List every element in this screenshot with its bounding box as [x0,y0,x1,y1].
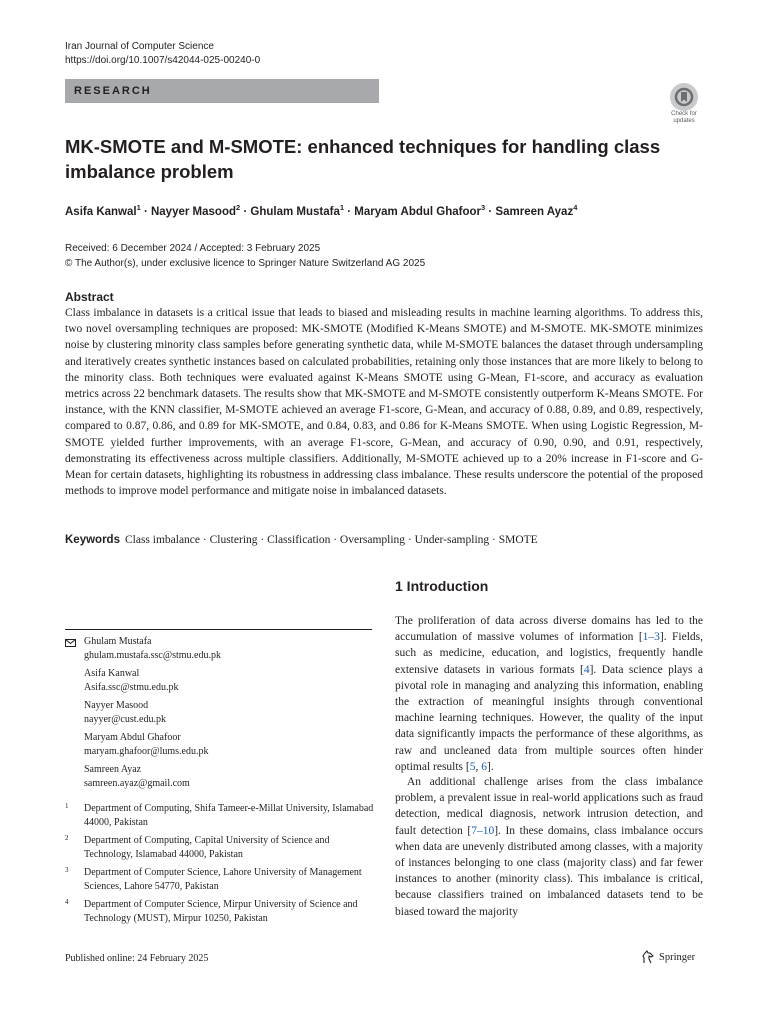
bookmark-refresh-icon [670,83,698,111]
article-title: MK-SMOTE and M-SMOTE: enhanced techniques for handling class imbalance problem [65,136,661,182]
envelope-icon [65,638,76,652]
affiliation-text: Department of Computing, Shifa Tameer-e-Millat University, Islamabad 44000, Pakistan [84,803,374,828]
citation-link[interactable]: 7–10 [471,824,495,837]
author-separator: · [240,205,251,218]
journal-header [65,40,260,68]
citation-link[interactable]: 5 [469,760,476,773]
contact-email[interactable]: Asifa.ssc@stmu.edu.pk [84,682,179,693]
intro-paragraph-2 [395,774,703,920]
contact-email[interactable]: nayyer@cust.edu.pk [84,714,166,725]
affiliation-list [65,802,375,930]
affiliation-entry [65,898,375,926]
intro-text: The proliferation of data across diverse domains has led to the accumulation of massive volumes of information [ [395,615,703,644]
keywords-label: Keywords [65,534,120,546]
contact-name: Ghulam Mustafa [84,636,152,647]
contact-name: Asifa Kanwal [84,668,140,679]
received-accepted: Received: 6 December 2024 / Accepted: 3 February 2025 [65,243,321,254]
author-name[interactable]: Asifa Kanwal [65,205,137,218]
keywords-text: Class imbalance · Clustering · Classification · Oversampling · Under-sampling · SMOTE [124,534,538,546]
intro-text: ]. [487,760,494,773]
publisher-logo[interactable] [641,950,695,964]
contact-name: Nayyer Masood [84,700,149,711]
journal-name: Iran Journal of Computer Science [65,41,214,52]
badge-line1: Check for [671,111,697,117]
affiliation-text: Department of Computing, Capital University of Science and Technology, Islamabad 44000, Pakistan [84,835,330,860]
author-name[interactable]: Nayyer Masood [150,205,236,218]
check-for-updates-badge[interactable] [664,83,704,125]
springer-horse-icon [641,950,655,964]
citation-link[interactable]: 6 [481,760,487,773]
intro-text: An additional challenge arises from the class imbalance problem, a prevalent issue in real-world applications such as fraud detection, medical diagnosis, network intrusion detection, and fault detection [ [395,776,703,837]
badge-line2: updates [673,118,695,124]
affiliation-number: 4 [65,898,69,906]
section-banner: RESEARCH [65,79,379,103]
publisher-name: Springer [659,951,696,963]
contact-entry [65,699,375,727]
abstract-heading: Abstract [65,290,114,304]
contact-email[interactable]: ghulam.mustafa.ssc@stmu.edu.pk [84,650,221,661]
affiliation-text: Department of Computer Science, Mirpur University of Science and Technology (MUST), Mirpur 10250, Pakistan [84,899,358,924]
contact-email[interactable]: maryam.ghafoor@lums.edu.pk [84,746,209,757]
contact-name: Maryam Abdul Ghafoor [84,732,181,743]
doi-link[interactable]: https://doi.org/10.1007/s42044-025-00240-0 [65,55,261,66]
author-separator: · [140,205,151,218]
intro-paragraph-1 [395,613,703,775]
intro-text: , [475,760,482,773]
author-affiliation-number: 4 [573,203,578,212]
author-affiliation-number: 1 [339,203,345,212]
contact-name: Samreen Ayaz [84,764,142,775]
contact-entry [65,667,375,695]
author-separator: · [485,205,496,218]
author-affiliation-number: 2 [236,203,241,212]
affiliation-text: Department of Computer Science, Lahore University of Management Sciences, Lahore 54770, Pakistan [84,867,362,892]
affiliation-entry [65,802,375,830]
keywords [65,534,538,546]
affiliation-entry [65,866,375,894]
author-separator: · [344,205,355,218]
article-dates [65,241,425,271]
contact-entry [65,763,375,791]
contact-email[interactable]: samreen.ayaz@gmail.com [84,778,190,789]
published-date: Published online: 24 February 2025 [65,953,209,964]
footnote-divider [65,629,372,630]
author-name[interactable]: Samreen Ayaz [495,205,574,218]
introduction-heading: 1 Introduction [395,578,489,594]
intro-text: ]. In these domains, class imbalance occurs when data are unevenly distributed among classes, with a majority of instances belonging to one class (majority class) and far fewer instances to another (minority class). This imbalance is critical, because classifiers trained on imbalanced datasets tend to be biased toward the majority [395,824,703,918]
affiliation-entry [65,834,375,862]
copyright: © The Author(s), under exclusive licence to Springer Nature Switzerland AG 2025 [65,258,426,269]
contact-entry [65,731,375,759]
author-list [65,203,577,218]
affiliation-number: 3 [65,866,69,874]
author-name[interactable]: Maryam Abdul Ghafoor [354,205,482,218]
contact-entry [65,635,375,663]
citation-link[interactable]: 4 [583,663,590,676]
intro-text: ]. Data science plays a pivotal role in managing and analyzing this information, enabling the extraction of meaningful insights through conventional machine learning techniques. However, the quality of the input data significantly impacts the performance of these algorithms, as raw and uncleaned data from multiple sources often hinder optimal results [ [395,663,703,773]
author-affiliation-number: 1 [136,203,141,212]
affiliation-number: 2 [65,834,69,842]
author-affiliation-number: 3 [481,203,486,212]
abstract-text: Class imbalance in datasets is a critical issue that leads to biased and misleading results in machine learning algorithms. To address this, two novel oversampling techniques are proposed: MK-SMOTE (Modified K-Means SMOTE) and M-SMOTE. MK-SMOTE minimizes noise by clustering minority class samples before generating synthetic data, while M-SMOTE balances the dataset through undersampling and iteratively creates synthetic instances based on calculated probabilities, retaining only those instances that are more likely to belong to the minority class. Both techniques were evaluated against K-Means SMOTE using G-Mean, F1-score, and accuracy as evaluation metrics across 22 benchmark datasets. The results show that MK-SMOTE and M-SMOTE consistently outperform K-Means SMOTE. For instance, with the KNN classifier, M-SMOTE achieved an average F1-score, G-Mean, and accuracy of 0.88, 0.89, and 0.89, respectively, compared to 0.87, 0.86, and 0.89 for MK-SMOTE, and 0.84, 0.83, and 0.86 for K-Means SMOTE. When using Logistic Regression, M-SMOTE yielded further improvements, with an average F1-score, G-Mean, and accuracy of 0.90, 0.90, and 0.91, respectively, demonstrating its effectiveness across multiple classifiers. Additionally, M-SMOTE achieved up to a 20% increase in F1-score and G-Mean for certain datasets, highlighting its robustness in addressing class imbalance. These results underscore the potential of the proposed methods to improve model performance and mitigate noise in imbalanced datasets. [65,307,703,498]
author-name[interactable]: Ghulam Mustafa [250,205,340,218]
citation-link[interactable]: 1–3 [642,631,660,644]
contact-list [65,635,375,795]
intro-text: ]. Fields, such as medicine, education, and logistics, frequently handle extensive datasets in various formats [ [395,631,704,676]
affiliation-number: 1 [65,802,69,810]
